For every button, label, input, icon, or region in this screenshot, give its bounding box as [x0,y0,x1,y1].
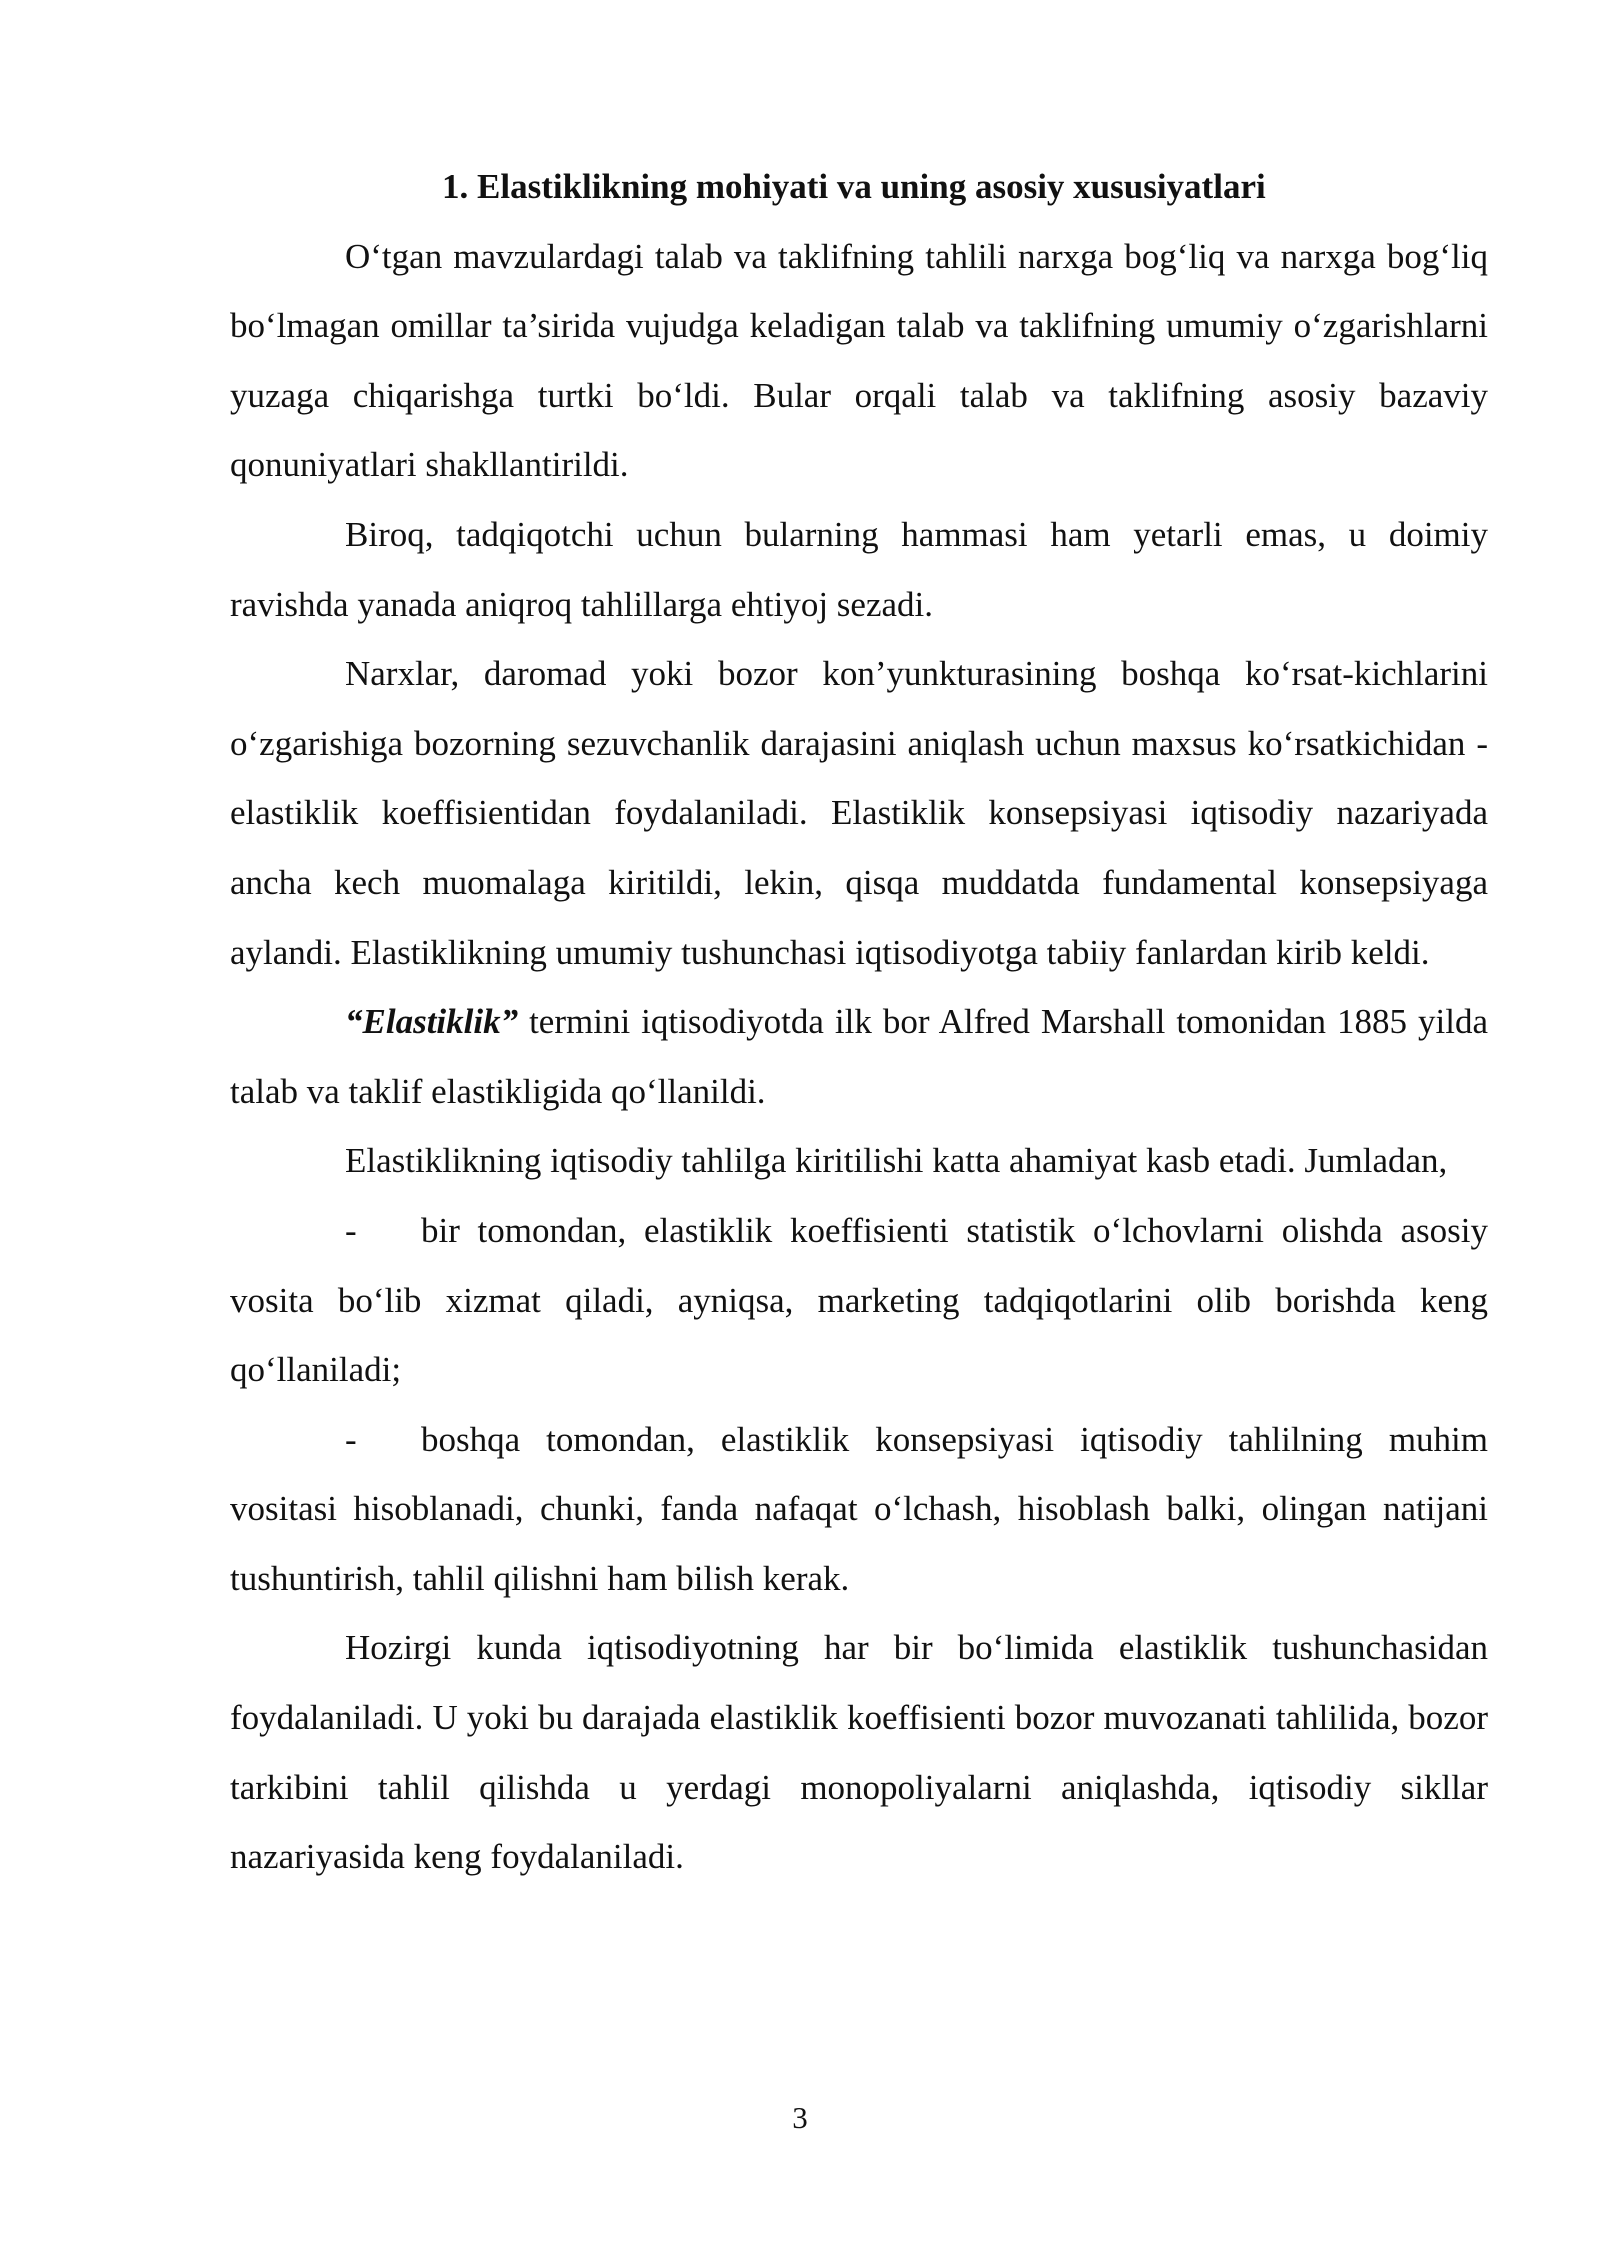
list-marker: - [345,1419,357,1459]
paragraph-3: Narxlar, daromad yoki bozor kon’yunkturasining boshqa ko‘rsat-kichlarini o‘zgarishiga bozorning sezuvchanlik darajasini aniqlash uchun maxsus ko‘rsatkichidan - elastiklik koeffisientidan foydalaniladi. Elastiklik konsepsiyasi iqtisodiy nazariyada ancha kech muomalaga kiritildi, lekin, qisqa muddatda fundamental konsepsiyaga aylandi. Elastiklikning umumiy tushunchasi iqtisodiyotga tabiiy fanlardan kirib keldi. [230,654,1488,972]
list-item [230,1196,1488,1405]
paragraph-2: Biroq, tadqiqotchi uchun bularning hammasi ham yetarli emas, u doimiy ravishda yanada aniqroq tahlillarga ehtiyoj sezadi. [230,514,1488,624]
term-paragraph [230,987,1488,1126]
term-elastiklik: “Elastiklik” [345,1002,519,1042]
closing-paragraph: Hozirgi kunda iqtisodiyotning har bir bo‘limida elastiklik tushunchasidan foydalaniladi. U yoki bu darajada elastiklik koeffisienti bozor muvozanati tahlilida, bozor tarkibini tahlil qilishda u yerdagi monopoliyalarni aniqlashda, iqtisodiy sikllar nazariyasida keng foydalaniladi. [230,1628,1488,1877]
list-item-text: bir tomondan, elastiklik koeffisienti statistik o‘lchovlarni olishda asosiy vosita bo‘lib xizmat qiladi, ayniqsa, marketing tadqiqotlarini olib borishda keng qo‘llaniladi; [230,1210,1488,1390]
list-intro: Elastiklikning iqtisodiy tahlilga kiritilishi katta ahamiyat kasb etadi. Jumladan, [345,1141,1448,1181]
list-marker: - [345,1210,357,1250]
section-heading: 1. Elastiklikning mohiyati va uning asosiy xususiyatlari [442,167,1266,206]
paragraph-1: O‘tgan mavzulardagi talab va taklifning tahlili narxga bog‘liq va narxga bog‘liq bo‘lmagan omillar ta’sirida vujudga keladigan talab va taklifning umumiy o‘zgarishlarni yuzaga chiqarishga turtki bo‘ldi. Bular orqali talab va taklifning asosiy bazaviy qonuniyatlari shakllantirildi. [230,236,1488,485]
term-paragraph-text: termini iqtisodiyotda ilk bor Alfred Marshall tomonidan 1885 yilda talab va taklif elastikligida qo‘llanildi. [230,1002,1488,1111]
list-item-text: boshqa tomondan, elastiklik konsepsiyasi iqtisodiy tahlilning muhim vositasi hisoblanadi, chunki, fanda nafaqat o‘lchash, hisoblash balki, olingan natijani tushuntirish, tahlil qilishni ham bilish kerak. [230,1419,1488,1598]
page-number: 3 [792,2100,808,2135]
list-item [230,1405,1488,1614]
page-body [230,152,1488,1892]
